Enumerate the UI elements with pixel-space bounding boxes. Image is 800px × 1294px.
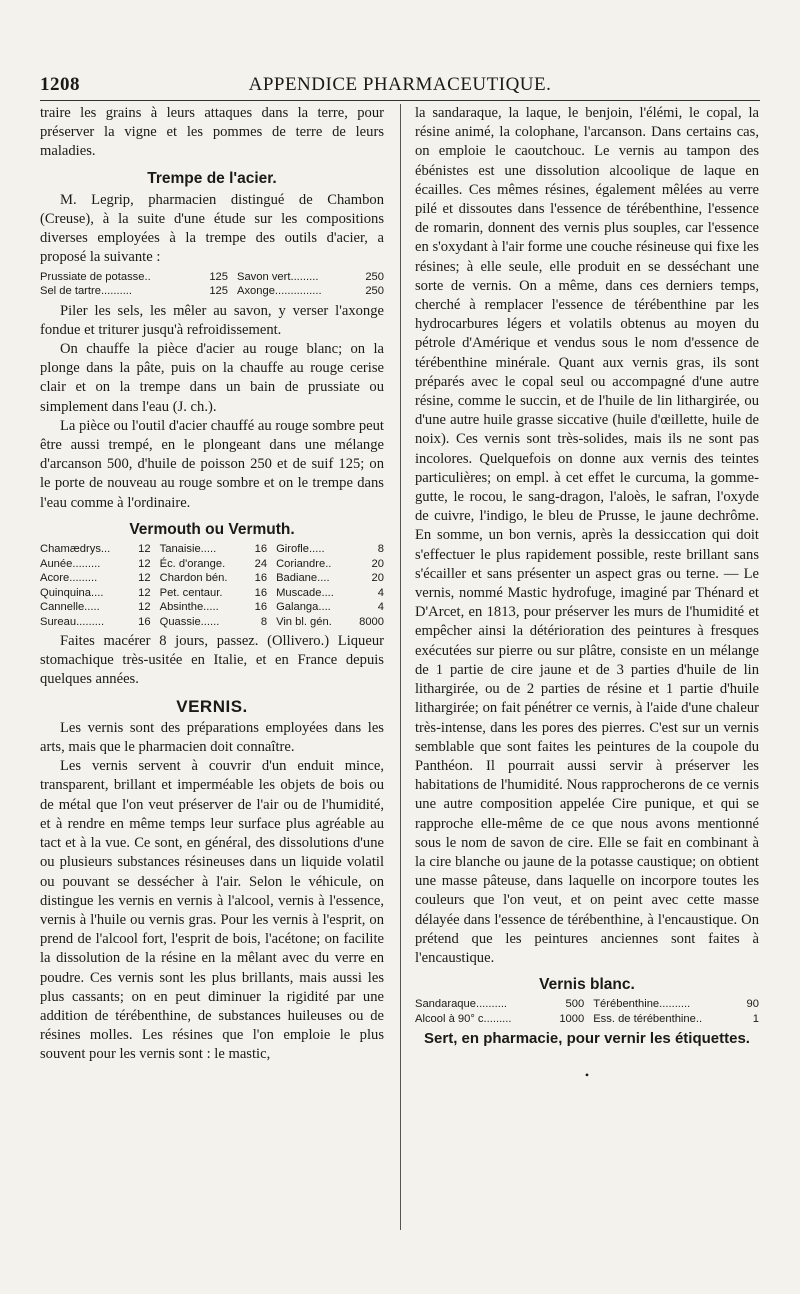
ingredient-qty: 125 <box>209 285 228 298</box>
ingredient-name: Éc. d'orange. <box>159 557 226 570</box>
section-heading-trempe: Trempe de l'acier. <box>147 169 277 187</box>
ingredient-qty: 1000 <box>559 1012 585 1025</box>
paragraph: Piler les sels, les mêler au savon, y verser l'axonge fondue et triturer jusqu'à refroidissement. <box>40 302 384 338</box>
ingredient-qty: 16 <box>254 586 268 599</box>
ingredient-qty: 12 <box>138 601 151 614</box>
ingredient-qty: 8000 <box>359 615 384 628</box>
ingredient-qty: 8 <box>377 543 384 556</box>
ingredient-name: Badiane.... <box>276 572 330 585</box>
ingredient-name: Chamædrys... <box>40 543 111 556</box>
ingredient-qty: 250 <box>365 285 384 298</box>
table-row <box>415 997 759 1012</box>
section-heading-vernis: VERNIS. <box>176 696 248 716</box>
ingredient-qty: 1 <box>752 1012 759 1025</box>
right-column <box>415 104 759 1086</box>
ingredient-qty: 12 <box>138 586 151 599</box>
page-number: 1208 <box>40 74 80 95</box>
section-heading-vermouth: Vermouth ou Vermuth. <box>129 520 295 538</box>
ingredient-name: Sel de tartre.......... <box>40 285 133 298</box>
ingredient-qty: 250 <box>365 270 384 283</box>
ingredient-qty: 4 <box>377 586 384 599</box>
paragraph: Les vernis sont des préparations employées dans les arts, mais que le pharmacien doit connaître. <box>40 719 384 756</box>
recipe-table-vermouth <box>40 542 384 629</box>
ingredient-name: Quinquina.... <box>40 586 104 599</box>
ingredient-qty: 4 <box>377 601 384 614</box>
ingredient-name: Alcool à 90° c......... <box>415 1012 512 1025</box>
ingredient-qty: 16 <box>254 543 268 556</box>
paragraph: Les vernis servent à couvrir d'un enduit mince, transparent, brillant et imperméable les objets de bois ou de métal que l'on veut préserver de l'air ou de l'humidité, et à rendre en même temps leur surface plus agréable au tact et à la vue. Ce sont, en général, des dissolutions d'une ou plusieurs substances résineuses dans un liquide volatil ou pouvant se dessécher à l'air. Selon le véhicule, on distingue les vernis en vernis à l'alcool, vernis à l'essence, vernis à l'huile ou vernis gras. Pour les vernis à l'esprit, on prend de l'alcool fort, l'esprit de bois, l'acétone; on facilite la dissolution de la résine en la mêlant avec du verre en poudre. Ces vernis sont les plus brillants, mais aussi les plus cassants; on en peut diminuer la rigidité par une addition de térébenthine, de substances huileuses ou de résines molles. Les résines que l'on emploie le plus souvent pour les vernis sont : le mastic, <box>40 758 384 1063</box>
paragraph: Faites macérer 8 jours, passez. (Ollivero.) Liqueur stomachique très-usitée en Italie, et en France depuis quelques années. <box>40 633 384 688</box>
ingredient-name: Muscade.... <box>276 586 334 599</box>
ingredient-qty: 20 <box>371 572 384 585</box>
table-row <box>40 600 384 615</box>
paragraph: La pièce ou l'outil d'acier chauffé au rouge sombre peut être aussi trempé, en le plongeant dans une mélange d'arcanson 500, d'huile de poisson 250 et de suif 125; on le porte de nouveau au rouge sombre et on le trempe dans l'eau comme à l'ordinaire. <box>40 417 384 511</box>
ingredient-qty: 12 <box>138 572 151 585</box>
ingredient-name: Girofle..... <box>276 543 325 556</box>
recipe-table-vernis-blanc <box>415 997 759 1026</box>
table-row <box>40 542 384 557</box>
table-row <box>40 270 384 285</box>
ingredient-name: Galanga.... <box>276 601 331 614</box>
ingredient-qty: 12 <box>138 543 151 556</box>
ingredient-name: Térébenthine.......... <box>593 998 691 1011</box>
ingredient-name: Coriandre.. <box>276 557 332 570</box>
table-row <box>40 586 384 601</box>
ingredient-qty: 16 <box>138 615 151 628</box>
bullet-ornament: • <box>584 1068 590 1083</box>
ingredient-name: Acore......... <box>40 572 98 585</box>
ingredient-qty: 12 <box>138 557 151 570</box>
closing-note: Sert, en pharmacie, pour vernir les étiquettes. <box>424 1030 750 1048</box>
ingredient-qty: 24 <box>254 557 268 570</box>
header-rule <box>40 100 760 101</box>
ingredient-qty: 125 <box>209 270 228 283</box>
ingredient-qty: 8 <box>260 615 268 628</box>
ingredient-name: Sandaraque.......... <box>415 998 508 1011</box>
ingredient-name: Cannelle..... <box>40 601 100 614</box>
ingredient-name: Prussiate de potasse.. <box>40 270 151 283</box>
paragraph: traire les grains à leurs attaques dans la terre, pour préserver la vigne et les pommes de terre de leurs maladies. <box>40 105 384 160</box>
table-row <box>40 284 384 299</box>
ingredient-name: Ess. de térébenthine.. <box>593 1012 703 1025</box>
ingredient-qty: 20 <box>371 557 384 570</box>
paragraph: la sandaraque, la laque, le benjoin, l'élémi, le copal, la résine animé, la colophane, l'arcanson. Dans certains cas, on emploie le caoutchouc. Le vernis au tampon des ébénistes est une dissolution alcoolique de laque en écailles. Ces mêmes résines, également mêlées au verre pilé et dissoutes dans l'essence de térébenthine, l'essence de romarin, donnent des vernis plus souples, car l'essence en s'oxydant à l'air forme une couche résineuse qui fixe les résines; à elle seule, elle produit en se desséchant une sorte de vernis. On a même, dans ces derniers temps, cherché à remplacer l'essence de térébenthine par les hydrocarbures légers et volatils obtenus au moyen du pétrole d'Amérique et vendus sous le nom d'essence de térébenthine minérale. Quant aux vernis gras, ils sont préparés avec le copal seul ou accompagné d'une autre résine, comme le succin, et de l'huile de lin lithargirée, ou d'une autre huile grasse siccative (huile d'œillette, huile de noix). Ces vernis sont très-solides, mais ils ne sont pas incolores. Quelquefois on donne aux vernis des teintes particulières; on empl. à cet effet le curcuma, la gomme-gutte, le rocou, le sang-dragon, l'aloès, le safran, l'oxyde de cuivre, l'indigo, le bleu de Prusse, le jaune dechrôme. En somme, un bon vernis, après la dessiccation qui doit s'effectuer le plus rapidement possible, reste brillant sans s'écailler et sans présenter un aspect gras ou terne. — Le vernis, nommé Mastic hydrofuge, imaginé par Thénard et D'Arcet, en 1813, pour préserver les murs de l'humidité et empêcher ainsi la détérioration des peintures à fresques exécutées sur pierre ou sur plâtre, consiste en un mélange de 1 partie de cire jaune et de 3 parties d'huile de lin lithargirée, ou de 2 parties de résine et 1 partie d'huile lithargirée; on fait pénétrer ce vernis, à l'aide d'une chaleur très-intense, dans les pores des pierres. C'est sur un vernis semblable que sont faites les peintures de la coupole du Panthéon. Il pourrait aussi servir à préserver les habitations de l'humidité. Nous rapprocherons de ce vernis une autre composition appelée Cire punique, et qui se rapproche elle-même de ce que nous avons mentionné sous le nom de savon de cire. Elle se fait en combinant à la cire blanche ou jaune de la potasse caustique; on obtient une masse pâteuse, dans laquelle on incorpore toutes les couleurs que l'on veut, et on peint avec cette masse délayée dans l'essence de térébenthine, à l'encaustique. On prétend que les peintures anciennes sont faites à l'encaustique. <box>415 105 759 966</box>
ingredient-name: Sureau......... <box>40 615 105 628</box>
table-row <box>40 557 384 572</box>
ingredient-name: Savon vert......... <box>236 270 319 283</box>
ingredient-qty: 500 <box>565 998 585 1011</box>
paragraph: On chauffe la pièce d'acier au rouge blanc; on la plonge dans la pâte, puis on la chauffe au rouge cerise clair et on la trempe dans un bain de prussiate ou simplement dans l'eau (J. ch.). <box>40 341 384 415</box>
ingredient-name: Aunée......... <box>40 557 101 570</box>
left-column <box>40 104 384 1065</box>
page-header <box>40 74 760 100</box>
ingredient-name: Axonge............... <box>236 285 322 298</box>
ingredient-qty: 16 <box>254 601 268 614</box>
table-row <box>415 1012 759 1027</box>
ingredient-name: Vin bl. gén. <box>276 615 332 628</box>
ingredient-name: Pet. centaur. <box>159 586 223 599</box>
ingredient-name: Quassie...... <box>159 615 220 628</box>
ingredient-name: Tanaisie..... <box>159 543 217 556</box>
recipe-table-trempe <box>40 270 384 299</box>
section-heading-vernis-blanc: Vernis blanc. <box>539 976 635 994</box>
table-row <box>40 571 384 586</box>
table-row <box>40 615 384 630</box>
ingredient-name: Absinthe..... <box>159 601 219 614</box>
running-title: APPENDICE PHARMACEUTIQUE. <box>248 74 552 95</box>
ingredient-qty: 90 <box>746 998 759 1011</box>
ingredient-qty: 16 <box>254 572 268 585</box>
ingredient-name: Chardon bén. <box>159 572 228 585</box>
paragraph: M. Legrip, pharmacien distingué de Chambon (Creuse), à la suite d'une étude sur les compositions diverses employées à la trempe des outils d'acier, a proposé la suivante : <box>40 191 384 266</box>
column-divider <box>400 104 401 1230</box>
